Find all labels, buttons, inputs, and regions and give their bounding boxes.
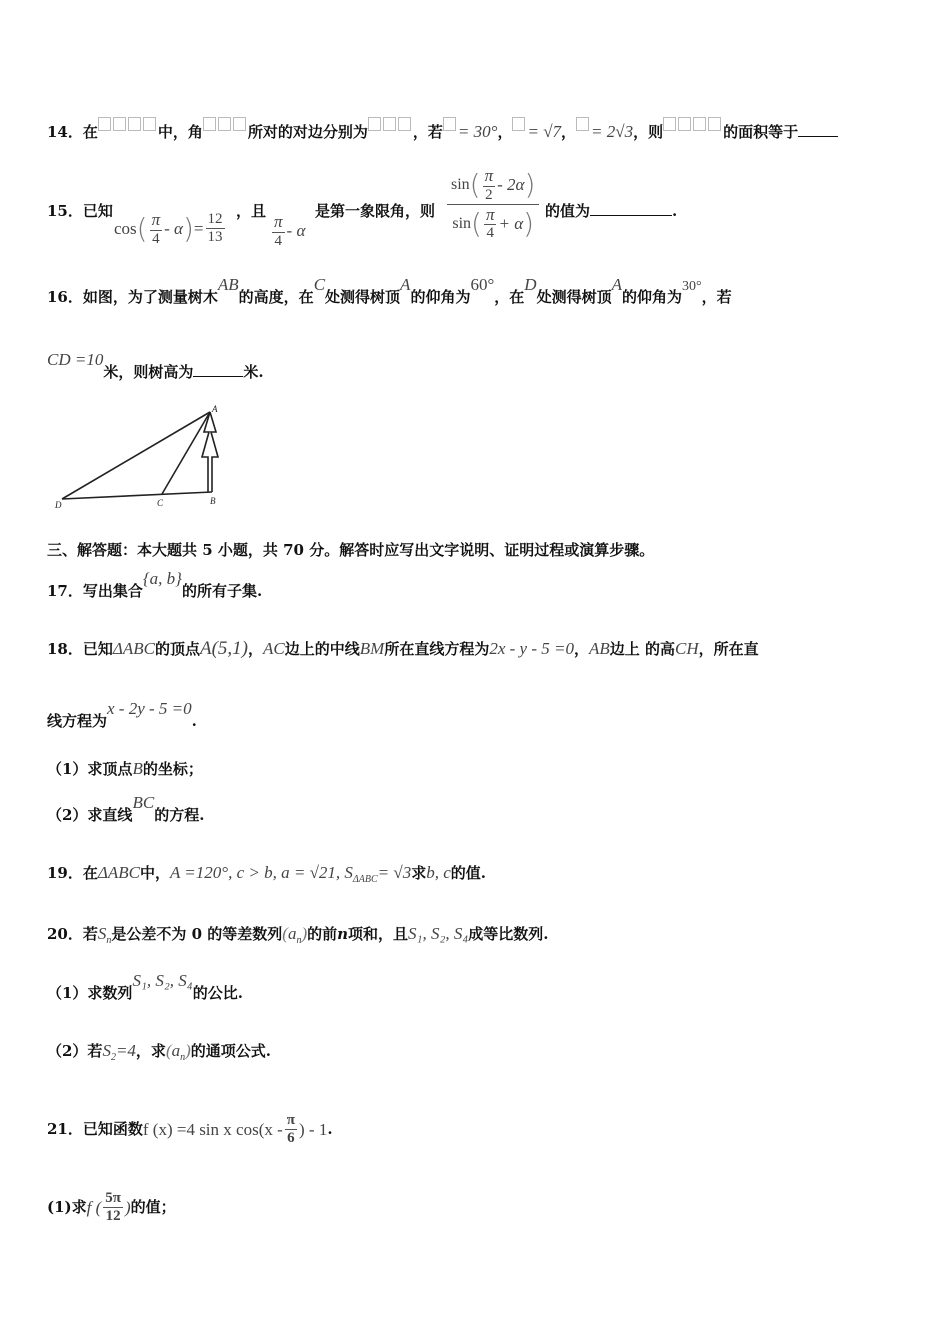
q15-line [47,204,113,219]
q14-text: 的面积等于 [723,123,799,141]
q20-part2: （2）若$S_2=4$，求$(a_n)$的通项公式. [47,1041,272,1063]
q14-condition-side: = √7 [527,122,562,141]
q14-text: ， [561,123,577,141]
placeholder-box [143,117,156,131]
q20-line: 20．若$S_n$是公差不为 0 的等差数列$(a_n)$的前n项和，且S₁, S₂, S₄成等比数列. [47,924,549,946]
answer-blank[interactable] [798,136,838,137]
q21-line: 21．已知函数 f (x) =4 sin x cos(x - $\frac{\pi}{6}$ ) - 1 . [47,1112,333,1147]
q20-part1: （1）求数列S₁, S₂, S₄的公比. [47,971,243,1002]
q15-big-fraction [447,166,539,243]
placeholder-box [663,117,676,131]
q21-part1: (1)求 f ( $\frac{5\pi}{12}$ ) 的值； [47,1190,176,1225]
q19-line: 19．在ΔABC中，A =120°, c > b, a = √21, $S_{\Delta ABC}= √3$求b, c的值. [47,863,487,885]
placeholder-box [678,117,691,131]
q16-line2: CD =10米，则树高为 米. [47,350,264,381]
expr: - α [164,219,183,239]
placeholder-box [398,117,411,131]
denominator: sin ( $\frac{\pi}{4}$ + α ) [452,204,535,242]
placeholder-box [576,117,589,131]
set-ab: {a, b} [142,569,182,588]
q18-part2: （2）求直线BC的方程. [47,793,205,824]
cos-function: cos [114,219,137,239]
q18-line: 18．已知ΔABC的顶点A(5,1)，AC边上的中线BM所在直线方程为2x - y - 5 =0，AB边上 的高CH，所在直 [47,638,759,659]
placeholder-box [693,117,706,131]
placeholder-box [443,117,456,131]
answer-blank[interactable] [590,215,672,216]
fraction: $\frac{\pi}{4}$ [274,212,283,249]
fraction-5pi-12: $\frac{5\pi}{12}$ [105,1190,121,1225]
tree-shape [202,412,218,492]
fraction-pi-6: $\frac{\pi}{6}$ [286,1112,295,1147]
label-a: A [212,404,218,414]
placeholder-box [218,117,231,131]
q14-text: 所对的对边分别为 [247,123,368,141]
q14-text: ，若 [412,123,443,141]
label-c: C [157,498,164,508]
fraction: $\frac{\pi}{4}$ [151,210,161,247]
q14-number: 14．在 [47,123,98,141]
expr: - α [286,221,306,241]
q14-line [47,117,838,140]
numerator: sin ( $\frac{\pi}{2}$ - 2α ) [447,166,539,205]
q14-text: ， [497,123,513,141]
q14-condition-angle: = 30° [457,122,498,141]
q16-number: 16．如图，为了测量树木 [47,288,218,306]
q17-line: 17．写出集合{a, b}的所有子集. [47,569,263,600]
placeholder-box [233,117,246,131]
q18-line2: 线方程为x - 2y - 5 =0. [47,699,197,730]
q15-angle [270,212,305,250]
q14-text: 中，角 [157,123,203,141]
q14-condition-side2: = 2√3 [591,122,634,141]
placeholder-box [708,117,721,131]
placeholder-box [383,117,396,131]
line-db [62,492,212,499]
q16-line: 16．如图，为了测量树木AB的高度，在C处测得树顶A的仰角为60°，在D处测得树顶A的仰角为30°，若 [47,275,732,306]
left-paren: ( [136,211,148,245]
q15-number: 15．已知 [47,202,113,220]
fraction-12-13: $\frac{12}{13}$ [207,211,223,246]
label-d: D [55,500,62,510]
label-b: B [210,496,216,506]
placeholder-box [203,117,216,131]
cd-length: CD =10 [47,350,104,369]
right-paren: ) [182,211,194,245]
answer-blank[interactable] [193,376,243,377]
line-da [62,412,210,499]
placeholder-box [368,117,381,131]
q14-text: ，则 [633,123,664,141]
tree-measurement-figure [52,402,232,512]
equals: = [193,219,204,239]
section-heading: 三、解答题：本大题共 5 小题，共 70 分。解答时应写出文字说明、证明过程或演算步骤。 [47,541,655,559]
q18-part1: （1）求顶点B的坐标； [47,759,203,778]
q15-text: ，且 [236,202,267,220]
q15-text: 是第一象限角，则 [315,202,436,220]
placeholder-box [128,117,141,131]
q15-condition [114,210,227,248]
q15-end: 的值为 . [545,202,678,220]
placeholder-box [113,117,126,131]
placeholder-box [98,117,111,131]
placeholder-box [512,117,525,131]
